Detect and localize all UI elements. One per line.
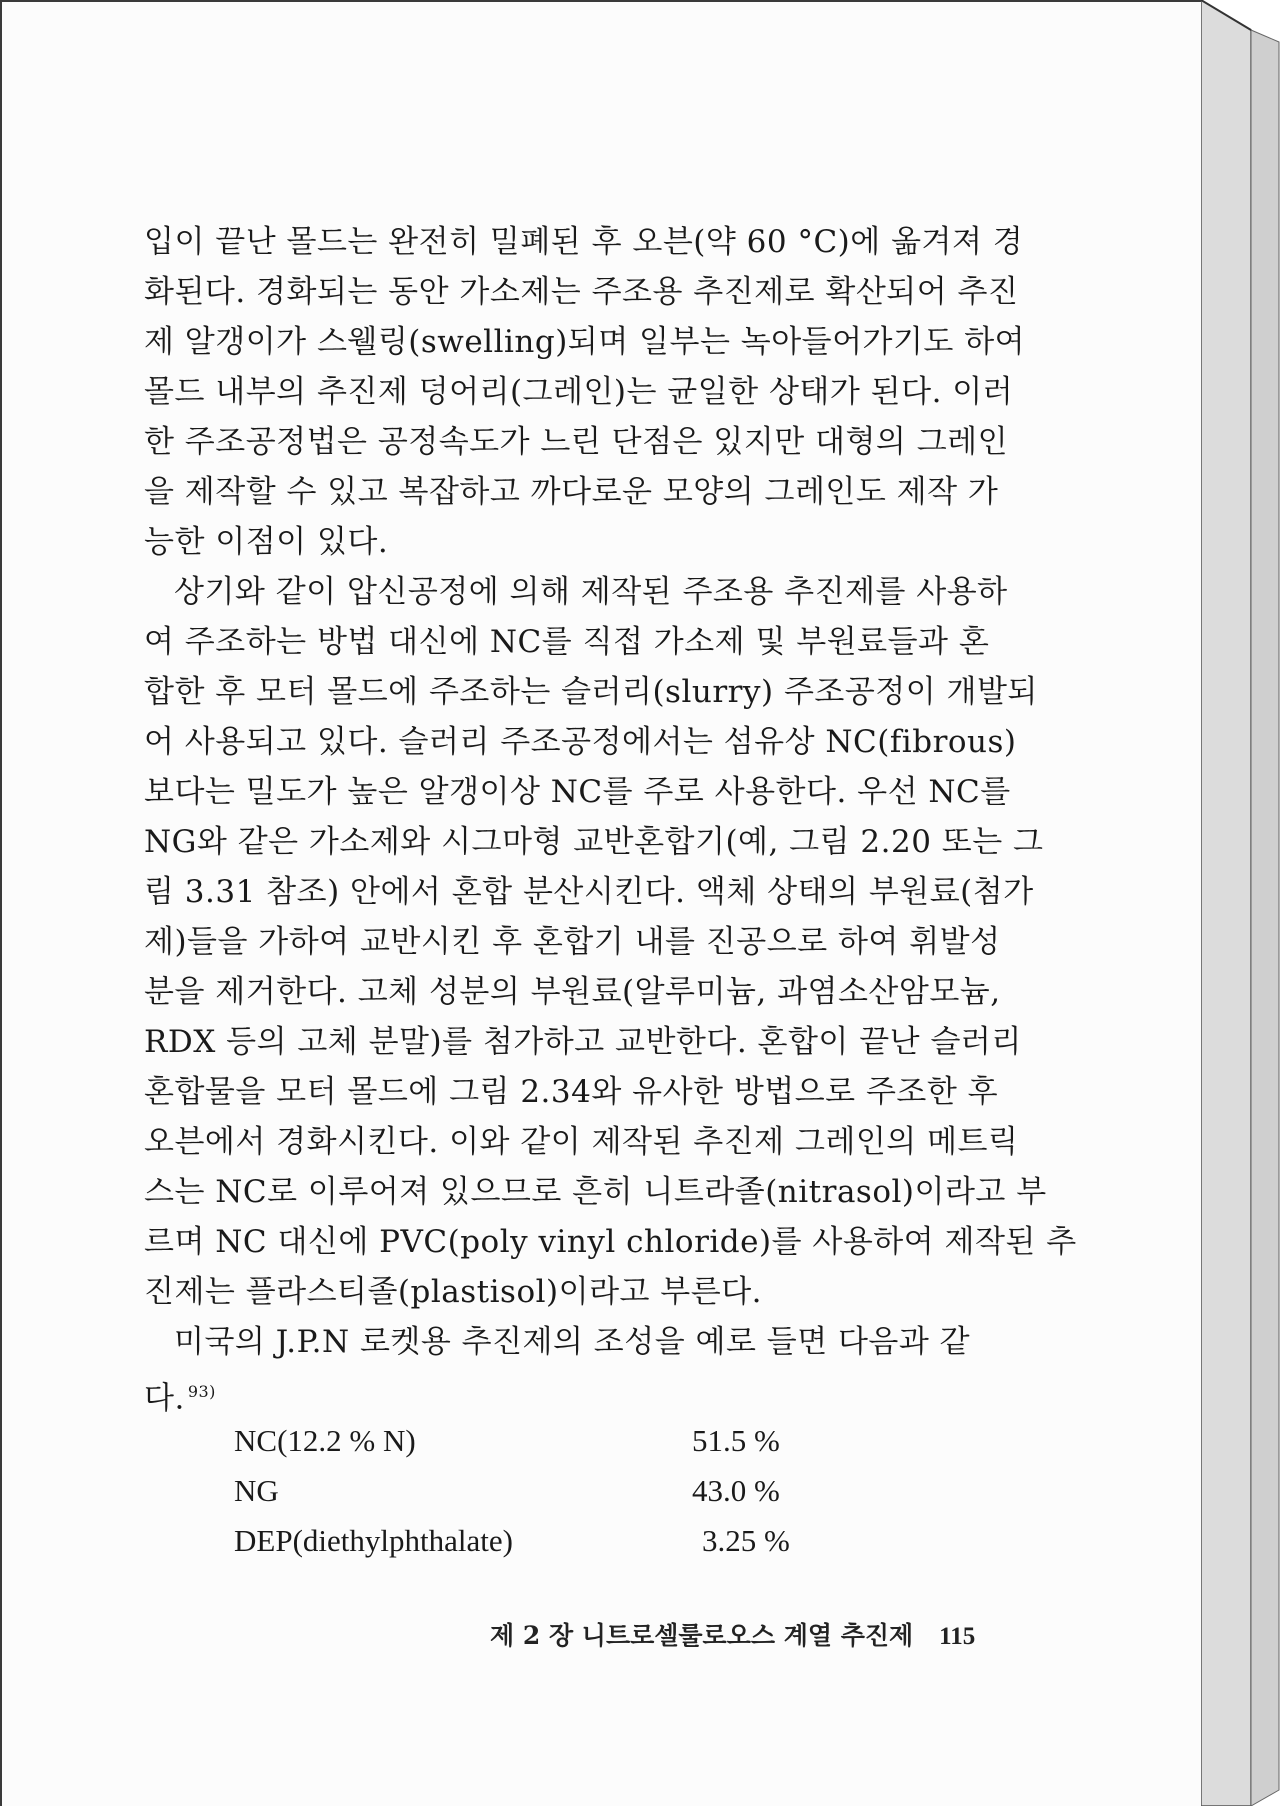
page-stack-edge-graphic xyxy=(1201,0,1281,1806)
text-line: 상기와 같이 압신공정에 의해 제작된 주조용 추진제를 사용하 xyxy=(174,574,1008,610)
page-number: 115 xyxy=(939,1623,976,1650)
text-line: 진제는 플라스티졸(plastisol)이라고 부른다. xyxy=(144,1274,763,1310)
text-line: 보다는 밀도가 높은 알갱이상 NC를 주로 사용한다. 우선 NC를 xyxy=(144,774,1011,810)
last-line-text: 다. xyxy=(144,1380,185,1417)
component-value: 3.25 % xyxy=(702,1523,790,1558)
component-name: DEP(diethylphthalate) xyxy=(234,1523,513,1558)
footnote-ref: 93) xyxy=(187,1382,216,1401)
composition-row xyxy=(234,1516,834,1566)
text-line: 한 주조공정법은 공정속도가 느린 단점은 있지만 대형의 그레인 xyxy=(144,424,1009,460)
text-line: 어 사용되고 있다. 슬러리 주조공정에서는 섬유상 NC(fibrous) xyxy=(144,724,1017,760)
composition-row xyxy=(234,1416,834,1466)
component-value: 51.5 % xyxy=(692,1423,780,1458)
text-line: 여 주조하는 방법 대신에 NC를 직접 가소제 및 부원료들과 혼 xyxy=(144,624,990,660)
text-line: 능한 이점이 있다. xyxy=(144,524,389,560)
chapter-title: 제 2 장 니트로셀룰로오스 계열 추진제 xyxy=(490,1621,914,1650)
text-line: 입이 끝난 몰드는 완전히 밀폐된 후 오븐(약 60 °C)에 옮겨져 경 xyxy=(144,224,1024,260)
text-line: 림 3.31 참조) 안에서 혼합 분산시킨다. 액체 상태의 부원료(첨가 xyxy=(144,874,1034,910)
text-line: 미국의 J.P.N 로켓용 추진제의 조성을 예로 들면 다음과 같 xyxy=(174,1324,971,1360)
text-line: 을 제작할 수 있고 복잡하고 까다로운 모양의 그레인도 제작 가 xyxy=(144,474,999,510)
text-line: 화된다. 경화되는 동안 가소제는 주조용 추진제로 확산되어 추진 xyxy=(144,274,1019,310)
text-line: 제)들을 가하여 교반시킨 후 혼합기 내를 진공으로 하여 휘발성 xyxy=(144,924,1001,960)
text-line: 르며 NC 대신에 PVC(poly vinyl chloride)를 사용하여 제작된 추 xyxy=(144,1224,1077,1260)
component-value: 43.0 % xyxy=(692,1473,780,1508)
text-line-last xyxy=(144,1367,1056,1417)
composition-row xyxy=(234,1466,834,1516)
text-line: 몰드 내부의 추진제 덩어리(그레인)는 균일한 상태가 된다. 이러 xyxy=(144,374,1014,410)
page-edge xyxy=(1201,0,1281,1806)
text-line: 합한 후 모터 몰드에 주조하는 슬러리(slurry) 주조공정이 개발되 xyxy=(144,674,1038,710)
text-line: RDX 등의 고체 분말)를 첨가하고 교반한다. 혼합이 끝난 슬러리 xyxy=(144,1024,1022,1060)
composition-table xyxy=(234,1416,834,1566)
text-line: NG와 같은 가소제와 시그마형 교반혼합기(예, 그림 2.20 또는 그 xyxy=(144,824,1044,860)
body-text xyxy=(144,217,1077,1417)
text-line: 제 알갱이가 스웰링(swelling)되며 일부는 녹아들어가기도 하여 xyxy=(144,324,1026,360)
text-line: 혼합물을 모터 몰드에 그림 2.34와 유사한 방법으로 주조한 후 xyxy=(144,1074,999,1110)
component-name: NC(12.2 % N) xyxy=(234,1423,416,1458)
page-footer xyxy=(490,1616,975,1652)
text-line: 스는 NC로 이루어져 있으므로 흔히 니트라졸(nitrasol)이라고 부 xyxy=(144,1174,1047,1210)
text-line: 분을 제거한다. 고체 성분의 부원료(알루미늄, 과염소산암모늄, xyxy=(144,974,1001,1010)
text-line: 오븐에서 경화시킨다. 이와 같이 제작된 추진제 그레인의 메트릭 xyxy=(144,1124,1019,1160)
component-name: NG xyxy=(234,1473,279,1508)
